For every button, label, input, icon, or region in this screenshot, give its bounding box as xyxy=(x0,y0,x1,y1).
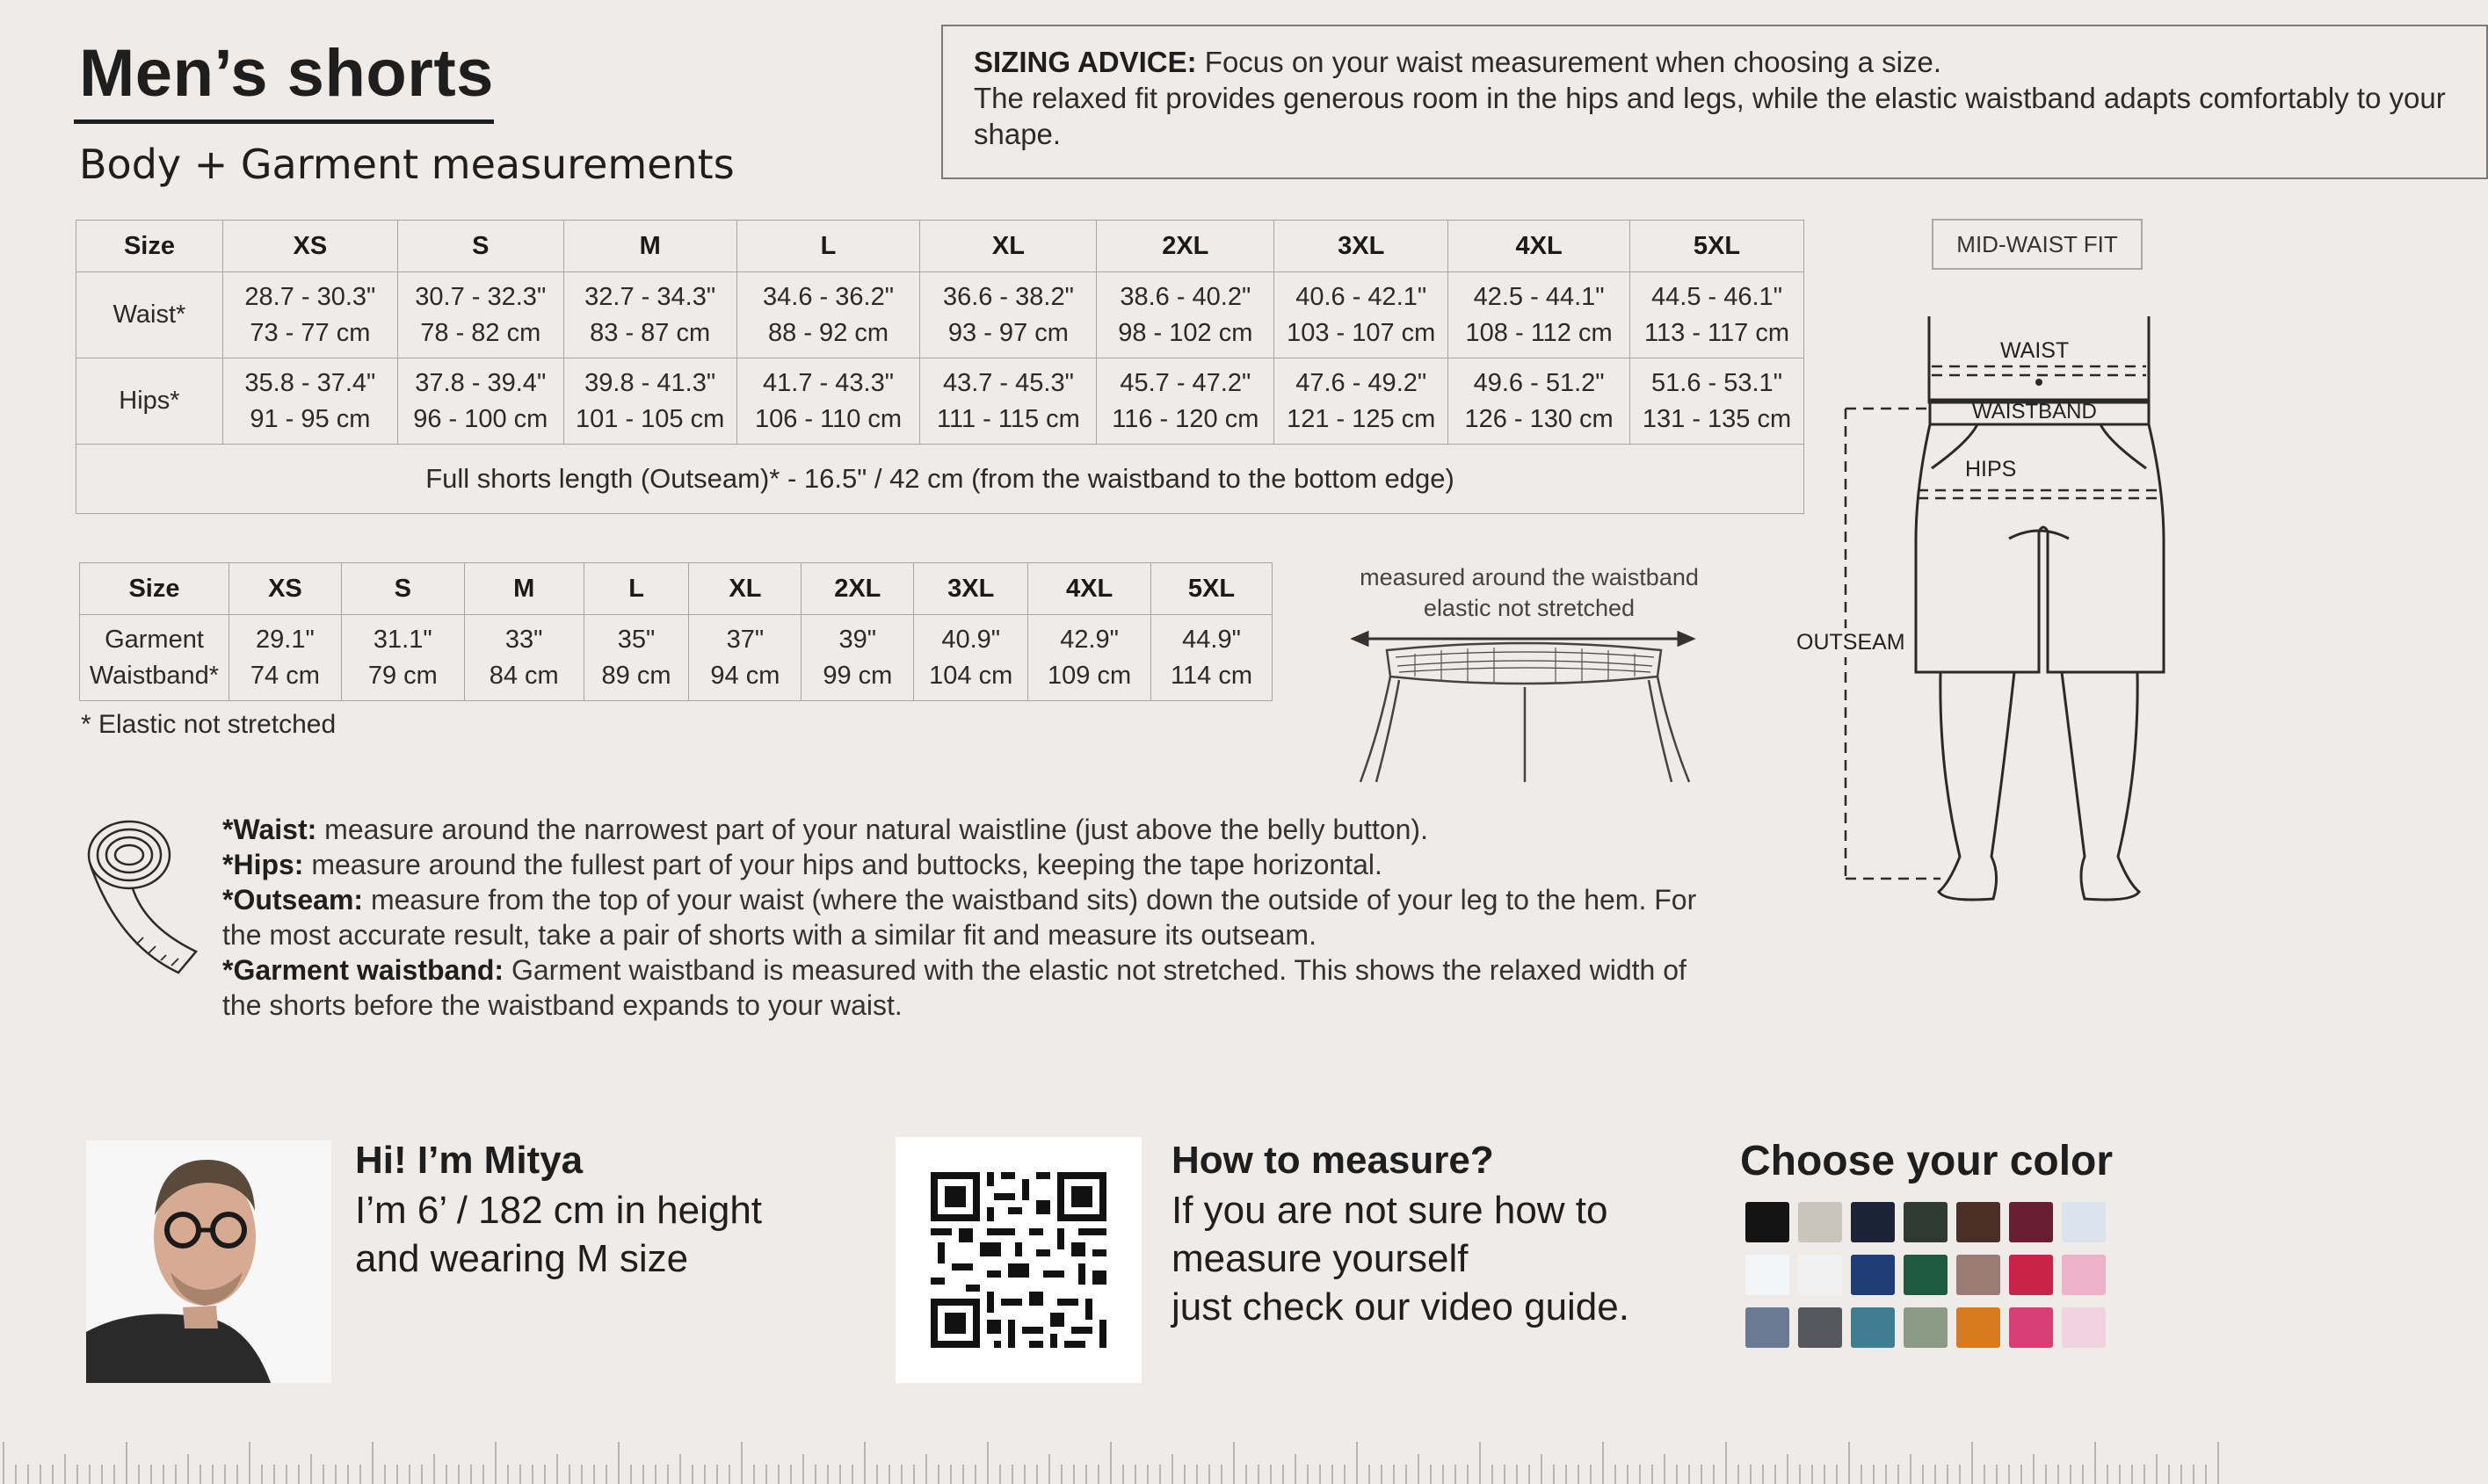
color-swatch[interactable] xyxy=(2009,1307,2053,1348)
color-swatch[interactable] xyxy=(2062,1255,2106,1295)
table-cell: 35" 89 cm xyxy=(584,615,689,701)
how-to-measure-title: How to measure? xyxy=(1171,1139,1494,1182)
size-header-row xyxy=(76,221,1804,272)
model-size: and wearing M size xyxy=(355,1237,689,1280)
table-cell: 49.6 - 51.2" 126 - 130 cm xyxy=(1448,358,1630,445)
table-cell: 35.8 - 37.4" 91 - 95 cm xyxy=(222,358,397,445)
model-avatar xyxy=(86,1140,331,1383)
size-header: L xyxy=(584,563,689,615)
measurement-definitions xyxy=(222,812,1699,1023)
size-header-row xyxy=(80,563,1273,615)
table-cell: 47.6 - 49.2" 121 - 125 cm xyxy=(1274,358,1448,445)
size-header: XS xyxy=(228,563,341,615)
elastic-footnote: * Elastic not stretched xyxy=(81,710,337,739)
table-cell: 39" 99 cm xyxy=(802,615,914,701)
table-cell: 40.6 - 42.1" 103 - 107 cm xyxy=(1274,272,1448,358)
sizing-advice-label: SIZING ADVICE: xyxy=(974,46,1197,78)
color-swatch[interactable] xyxy=(1798,1202,1842,1242)
size-header: S xyxy=(341,563,464,615)
table-cell: 42.5 - 44.1" 108 - 112 cm xyxy=(1448,272,1630,358)
qr-code-icon xyxy=(896,1137,1142,1383)
table-cell: 31.1" 79 cm xyxy=(341,615,464,701)
waistband-caption xyxy=(1318,562,1740,624)
color-swatch[interactable] xyxy=(1745,1255,1789,1295)
sizing-advice-text xyxy=(974,44,2468,152)
row-label-waist: Waist* xyxy=(76,272,223,358)
garment-waistband-row xyxy=(80,615,1273,701)
table-cell: 44.9" 114 cm xyxy=(1151,615,1273,701)
color-swatch[interactable] xyxy=(1851,1307,1895,1348)
size-header: 5XL xyxy=(1630,221,1804,272)
color-swatch[interactable] xyxy=(1904,1202,1948,1242)
def-term-outseam: *Outseam: xyxy=(222,884,364,916)
color-swatch[interactable] xyxy=(1851,1202,1895,1242)
waistband-illustration xyxy=(1345,624,1714,786)
def-text-waist: measure around the narrowest part of your natural waistline (just above the belly button). xyxy=(316,814,1428,845)
table-cell: 42.9" 109 cm xyxy=(1028,615,1151,701)
def-term-garment-waistband: *Garment waistband: xyxy=(222,954,504,986)
table-cell: 39.8 - 41.3" 101 - 105 cm xyxy=(563,358,736,445)
def-text-garment-waistband: Garment waistband is measured with the elastic not stretched. This shows the relaxed width of the shorts before the waistband expands to your waist. xyxy=(222,954,1686,1021)
color-swatch[interactable] xyxy=(1851,1255,1895,1295)
label-waistband: WAISTBAND xyxy=(1972,400,2097,423)
body-measurements-table xyxy=(76,220,1804,514)
table-cell: 30.7 - 32.3" 78 - 82 cm xyxy=(397,272,563,358)
size-header: 3XL xyxy=(914,563,1028,615)
table-cell: 40.9" 104 cm xyxy=(914,615,1028,701)
size-header-label: Size xyxy=(80,563,229,615)
def-text-outseam: measure from the top of your waist (where the waistband sits) down the outside of your leg to the hem. For the most accurate result, take a pair of shorts with a similar fit and measure its outseam. xyxy=(222,884,1697,951)
waist-row xyxy=(76,272,1804,358)
outseam-note: Full shorts length (Outseam)* - 16.5" / 42 cm (from the waistband to the bottom edge) xyxy=(76,445,1804,514)
mid-waist-fit-badge: MID-WAIST FIT xyxy=(1932,219,2143,270)
size-header: 3XL xyxy=(1274,221,1448,272)
measuring-tape-icon xyxy=(83,813,198,980)
color-swatch-grid xyxy=(1745,1202,2111,1348)
hips-row xyxy=(76,358,1804,445)
table-cell: 37.8 - 39.4" 96 - 100 cm xyxy=(397,358,563,445)
table-cell: 29.1" 74 cm xyxy=(228,615,341,701)
size-header: 5XL xyxy=(1151,563,1273,615)
size-header: 2XL xyxy=(1097,221,1274,272)
table-cell: 45.7 - 47.2" 116 - 120 cm xyxy=(1097,358,1274,445)
garment-waistband-table xyxy=(79,562,1273,701)
color-swatch[interactable] xyxy=(1745,1202,1789,1242)
size-header-label: Size xyxy=(76,221,223,272)
choose-color-title: Choose your color xyxy=(1740,1138,2114,1184)
def-term-waist: *Waist: xyxy=(222,814,317,845)
color-swatch[interactable] xyxy=(2062,1307,2106,1348)
size-header: 2XL xyxy=(802,563,914,615)
page-subtitle: Body + Garment measurements xyxy=(79,141,735,188)
row-label-hips: Hips* xyxy=(76,358,223,445)
size-header: M xyxy=(563,221,736,272)
color-swatch[interactable] xyxy=(1798,1255,1842,1295)
table-cell: 33" 84 cm xyxy=(464,615,584,701)
size-header: S xyxy=(397,221,563,272)
def-text-hips: measure around the fullest part of your hips and buttocks, keeping the tape horizontal. xyxy=(303,849,1382,880)
label-outseam: OUTSEAM xyxy=(1796,628,1905,657)
table-cell: 32.7 - 34.3" 83 - 87 cm xyxy=(563,272,736,358)
color-swatch[interactable] xyxy=(1798,1307,1842,1348)
color-swatch[interactable] xyxy=(2062,1202,2106,1242)
page-title: Men’s shorts xyxy=(79,36,494,111)
size-header: M xyxy=(464,563,584,615)
table-cell: 41.7 - 43.3" 106 - 110 cm xyxy=(736,358,920,445)
how-to-measure-text: If you are not sure how to measure yourself just check our video guide. xyxy=(1171,1189,1629,1328)
size-header: XL xyxy=(689,563,802,615)
color-swatch[interactable] xyxy=(1956,1255,2000,1295)
ruler-decoration xyxy=(0,1415,2227,1484)
model-description xyxy=(355,1186,847,1283)
table-cell: 51.6 - 53.1" 131 - 135 cm xyxy=(1630,358,1804,445)
size-header: XS xyxy=(222,221,397,272)
model-photo xyxy=(86,1140,331,1383)
color-swatch[interactable] xyxy=(1904,1307,1948,1348)
label-hips: HIPS xyxy=(1965,457,2017,481)
color-swatch[interactable] xyxy=(1745,1307,1789,1348)
row-label-garment-waistband: Garment Waistband* xyxy=(80,615,229,701)
table-cell: 34.6 - 36.2" 88 - 92 cm xyxy=(736,272,920,358)
sizing-advice-line1: Focus on your waist measurement when choosing a size. xyxy=(1196,46,1942,78)
table-cell: 37" 94 cm xyxy=(689,615,802,701)
outseam-row xyxy=(76,445,1804,514)
size-header: L xyxy=(736,221,920,272)
video-guide-qr-code[interactable] xyxy=(896,1137,1142,1383)
color-swatch[interactable] xyxy=(1904,1255,1948,1295)
size-header: 4XL xyxy=(1448,221,1630,272)
waistband-caption-line1: measured around the waistband xyxy=(1360,564,1699,590)
color-swatch[interactable] xyxy=(2009,1202,2053,1242)
table-cell: 38.6 - 40.2" 98 - 102 cm xyxy=(1097,272,1274,358)
def-term-hips: *Hips: xyxy=(222,849,304,880)
table-cell: 43.7 - 45.3" 111 - 115 cm xyxy=(920,358,1097,445)
color-swatch[interactable] xyxy=(2009,1255,2053,1295)
color-swatch[interactable] xyxy=(1956,1202,2000,1242)
color-swatch[interactable] xyxy=(1956,1307,2000,1348)
model-height: I’m 6’ / 182 cm in height xyxy=(355,1189,763,1232)
size-header: XL xyxy=(920,221,1097,272)
table-cell: 44.5 - 46.1" 113 - 117 cm xyxy=(1630,272,1804,358)
sizing-advice-line2: The relaxed fit provides generous room in the hips and legs, while the elastic waistband adapts comfortably to your shape. xyxy=(974,82,2446,150)
waistband-caption-line2: elastic not stretched xyxy=(1423,595,1636,621)
table-cell: 36.6 - 38.2" 93 - 97 cm xyxy=(920,272,1097,358)
label-waist: WAIST xyxy=(2000,338,2070,363)
title-underline xyxy=(74,119,494,124)
model-title: Hi! I’m Mitya xyxy=(355,1139,584,1182)
size-header: 4XL xyxy=(1028,563,1151,615)
table-cell: 28.7 - 30.3" 73 - 77 cm xyxy=(222,272,397,358)
